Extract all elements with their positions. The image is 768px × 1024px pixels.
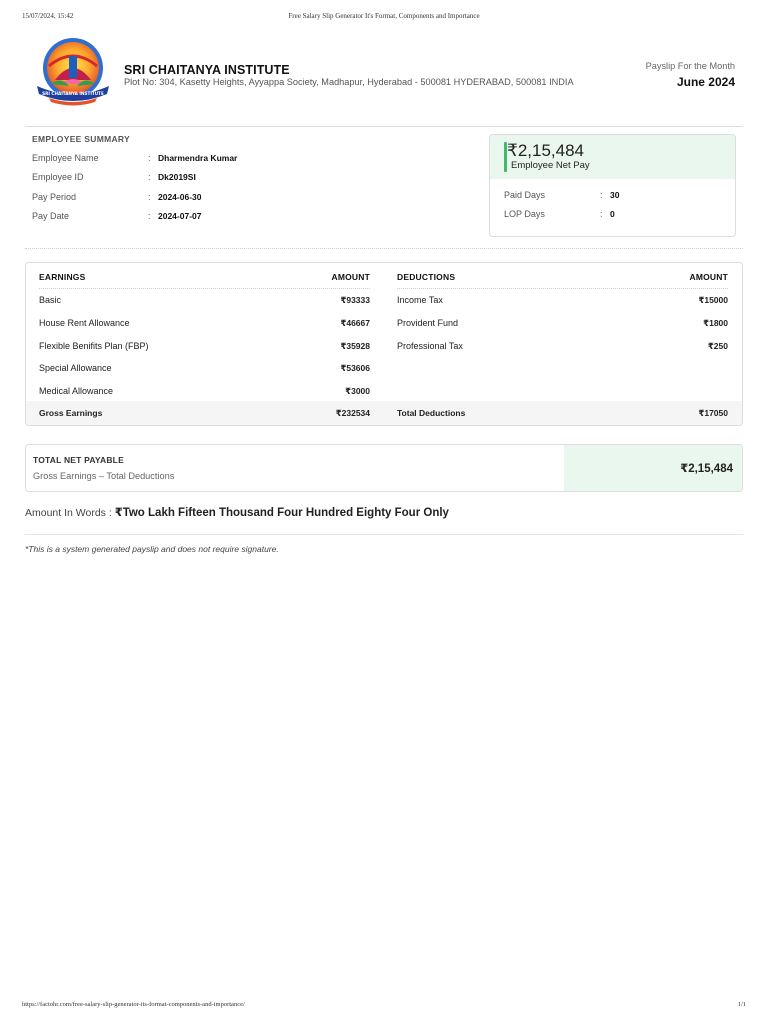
employee-name-value: Dharmendra Kumar — [158, 153, 238, 163]
colon: : — [148, 172, 151, 182]
footer-divider — [25, 534, 743, 535]
total-deductions-amount: ₹17050 — [698, 408, 728, 418]
deduction-amount: ₹250 — [707, 341, 728, 351]
colon: : — [148, 153, 151, 163]
payslip-period-label: Payslip For the Month — [645, 61, 735, 71]
deduction-label: Income Tax — [397, 295, 443, 305]
amount-in-words — [25, 505, 449, 519]
paid-days-value: 30 — [610, 190, 620, 200]
earning-label: Flexible Benifits Plan (FBP) — [39, 341, 149, 351]
company-name: SRI CHAITANYA INSTITUTE — [124, 63, 290, 77]
total-deductions-label: Total Deductions — [397, 408, 466, 418]
summary-divider — [25, 248, 743, 249]
colon: : — [148, 192, 151, 202]
pay-period-value: 2024-06-30 — [158, 192, 202, 202]
colon: : — [600, 190, 603, 200]
earning-amount: ₹93333 — [340, 295, 370, 305]
pay-date-label: Pay Date — [32, 211, 70, 221]
earning-amount: ₹35928 — [340, 341, 370, 351]
lop-days-row — [504, 209, 724, 223]
deduction-amount: ₹1800 — [703, 318, 728, 328]
lop-days-label: LOP Days — [504, 209, 545, 219]
print-url: https://factohr.com/free-salary-slip-generator-its-format-components-and-importance/ — [22, 1001, 245, 1008]
earnings-amount-header: AMOUNT — [331, 272, 370, 282]
earning-amount: ₹53606 — [340, 363, 370, 373]
gross-earnings-amount: ₹232534 — [335, 408, 370, 418]
net-pay-highlight — [490, 135, 735, 179]
print-footer — [22, 1001, 746, 1013]
print-header — [22, 12, 746, 24]
system-generated-note: *This is a system generated payslip and does not require signature. — [25, 544, 279, 554]
colon: : — [148, 211, 151, 221]
earnings-deductions-table — [25, 262, 743, 426]
gross-earnings-label: Gross Earnings — [39, 408, 103, 418]
deductions-header-divider — [397, 288, 728, 289]
deduction-label: Provident Fund — [397, 318, 459, 328]
employee-id-value: Dk2019SI — [158, 172, 196, 182]
net-payable-amount: ₹2,15,484 — [680, 463, 733, 475]
employee-id-label: Employee ID — [32, 172, 84, 182]
employee-name-label: Employee Name — [32, 153, 99, 163]
earning-label: House Rent Allowance — [39, 318, 130, 328]
employee-summary-title: EMPLOYEE SUMMARY — [32, 134, 130, 144]
net-pay-label: Employee Net Pay — [511, 160, 590, 171]
paid-days-row — [504, 190, 724, 204]
paid-days-label: Paid Days — [504, 190, 546, 200]
earnings-header-divider — [39, 288, 370, 289]
net-payable-title: TOTAL NET PAYABLE — [33, 455, 124, 465]
net-pay-amount: ₹2,15,484 — [507, 141, 584, 160]
pay-period-label: Pay Period — [32, 192, 77, 202]
net-payable-subtitle: Gross Earnings – Total Deductions — [33, 471, 175, 481]
pay-date-value: 2024-07-07 — [158, 211, 202, 221]
earning-amount: ₹46667 — [340, 318, 370, 328]
earning-label: Basic — [39, 295, 62, 305]
deduction-amount: ₹15000 — [698, 295, 728, 305]
amount-in-words-value: ₹Two Lakh Fifteen Thousand Four Hundred Eighty Four Only — [114, 507, 449, 519]
payslip-period-value: June 2024 — [676, 75, 735, 89]
deductions-amount-header: AMOUNT — [689, 272, 728, 282]
earning-label: Special Allowance — [39, 363, 112, 373]
earning-label: Medical Allowance — [39, 386, 114, 396]
earning-amount: ₹3000 — [345, 386, 370, 396]
print-page-title: Free Salary Slip Generator It's Format, Components and Importance — [288, 12, 480, 20]
company-logo — [31, 36, 115, 106]
lop-days-value: 0 — [610, 209, 615, 219]
amount-in-words-label: Amount In Words : — [25, 507, 112, 519]
colon: : — [600, 209, 603, 219]
header-divider — [25, 126, 743, 127]
company-address: Plot No: 304, Kasetty Heights, Ayyappa Society, Madhapur, Hyderabad - 500081 HYDERABAD, 500081 INDIA — [124, 77, 574, 87]
logo-text: SRI CHAITANYA INSTITUTE — [42, 91, 104, 96]
net-payable-box — [25, 444, 743, 492]
deduction-label: Professional Tax — [397, 341, 463, 351]
print-page-number: 1/1 — [737, 1001, 746, 1008]
net-pay-card — [489, 134, 736, 237]
deductions-header: DEDUCTIONS — [397, 272, 456, 282]
earnings-header: EARNINGS — [39, 272, 86, 282]
print-datetime: 15/07/2024, 15:42 — [22, 12, 74, 20]
